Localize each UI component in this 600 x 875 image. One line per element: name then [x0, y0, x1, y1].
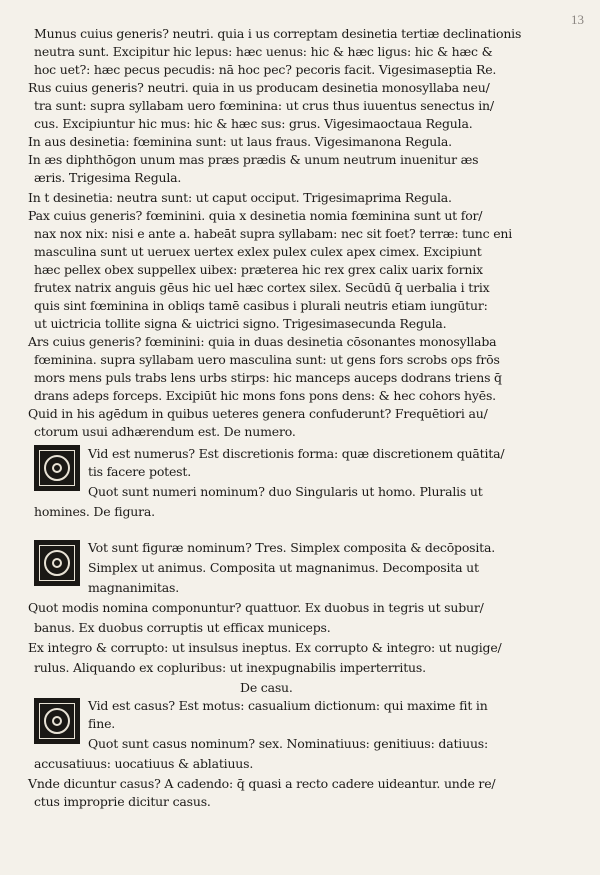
- text-line: Pax cuius generis? fœminini. quia x desinetia nomia fœminina sunt ut for/: [28, 208, 483, 223]
- text-line: tra sunt: supra syllabam uero fœminina: ut crus thus iuuentus senectus in/: [34, 98, 494, 113]
- text-line: tis facere potest.: [88, 464, 191, 479]
- text-line: In æs diphthōgon unum mas præs prædis & unum neutrum inuenitur æs: [28, 152, 479, 167]
- text-line: mors mens puls trabs lens urbs stirps: hic manceps auceps dodrans triens q̄: [34, 370, 502, 385]
- text-line: Vid est numerus? Est discretionis forma: quæ discretionem quātita/: [88, 446, 505, 461]
- text-line: banus. Ex duobus corruptis ut efficax municeps.: [34, 620, 331, 635]
- text-line: ut uictricia tollite signa & uictrici signo. Trigesimasecunda Regula.: [34, 316, 447, 331]
- text-line: cus. Excipiuntur hic mus: hic & hæc sus: grus. Vigesimaoctaua Regula.: [34, 116, 473, 131]
- text-line: ctorum usui adhærendum est. De numero.: [34, 424, 296, 439]
- text-line: Quot sunt numeri nominum? duo Singularis ut homo. Pluralis ut: [88, 484, 483, 499]
- text-line: nax nox nix: nisi e ante a. habeāt supra syllabam: nec sit foet? terræ: tunc eni: [34, 226, 513, 241]
- text-line: accusatiuus: uocatiuus & ablatiuus.: [34, 756, 254, 771]
- text-line: Vot sunt figuræ nominum? Tres. Simplex composita & decōposita.: [88, 540, 496, 555]
- text-line: fœminina. supra syllabam uero masculina sunt: ut gens fors scrobs ops frōs: [34, 352, 500, 367]
- text-line: Simplex ut animus. Composita ut magnanimus. Decomposita ut: [88, 560, 479, 575]
- text-line: hoc uet?: hæc pecus pecudis: nā hoc pec? pecoris facit. Vigesimaseptia Re.: [34, 62, 497, 77]
- text-line: frutex natrix anguis gēus hic uel hæc cortex silex. Secūdū q̄ uerbalia i trix: [34, 280, 490, 295]
- text-line: neutra sunt. Excipitur hic lepus: hæc uenus: hic & hæc ligus: hic & hæc &: [34, 44, 493, 59]
- text-line: Quot modis nomina componuntur? quattuor. Ex duobus in tegris ut subur/: [28, 600, 484, 615]
- text-line: magnanimitas.: [88, 580, 179, 595]
- text-line: hæc pellex obex suppellex uibex: præterea hic rex grex calix uarix fornix: [34, 262, 483, 277]
- text-line: masculina sunt ut ueruex uertex exlex pulex culex apex cimex. Excipiunt: [34, 244, 482, 259]
- text-line: quis sint fœminina in obliqs tamē casibus i plurali neutris etiam iungūtur:: [34, 298, 488, 313]
- text-line: Munus cuius generis? neutri. quia i us correptam desinetia tertiæ declinationis: [34, 26, 522, 41]
- text-line: Ars cuius generis? fœminini: quia in duas desinetia cōsonantes monosyllaba: [28, 334, 497, 349]
- decorated-initial-q: [34, 540, 80, 586]
- text-line: Quot sunt casus nominum? sex. Nominatiuus: genitiuus: datiuus:: [88, 736, 489, 751]
- section-heading: De casu.: [240, 680, 293, 695]
- folio-number: 13: [571, 12, 584, 27]
- text-line: drans adeps forceps. Excipiūt hic mons fons pons dens: & hec cohors hyēs.: [34, 388, 496, 403]
- decorated-initial-q: [34, 698, 80, 744]
- text-line: In aus desinetia: fœminina sunt: ut laus fraus. Vigesimanona Regula.: [28, 134, 452, 149]
- text-line: Rus cuius generis? neutri. quia in us producam desinetia monosyllaba neu/: [28, 80, 490, 95]
- text-line: fine.: [88, 716, 116, 731]
- text-line: ctus improprie dicitur casus.: [34, 794, 211, 809]
- text-line: homines. De figura.: [34, 504, 155, 519]
- text-line: Vid est casus? Est motus: casualium dictionum: qui maxime fit in: [88, 698, 488, 713]
- decorated-initial-q: [34, 445, 80, 491]
- text-line: rulus. Aliquando ex copluribus: ut inexpugnabilis imperterritus.: [34, 660, 426, 675]
- text-line: Quid in his agēdum in quibus ueteres genera confuderunt? Frequētiori au/: [28, 406, 488, 421]
- text-line: æris. Trigesima Regula.: [34, 170, 182, 185]
- text-line: Ex integro & corrupto: ut insulsus ineptus. Ex corrupto & integro: ut nugige/: [28, 640, 502, 655]
- text-line: Vnde dicuntur casus? A cadendo: q̄ quasi a recto cadere uideantur. unde re/: [28, 776, 496, 791]
- text-line: In t desinetia: neutra sunt: ut caput occiput. Trigesimaprima Regula.: [28, 190, 452, 205]
